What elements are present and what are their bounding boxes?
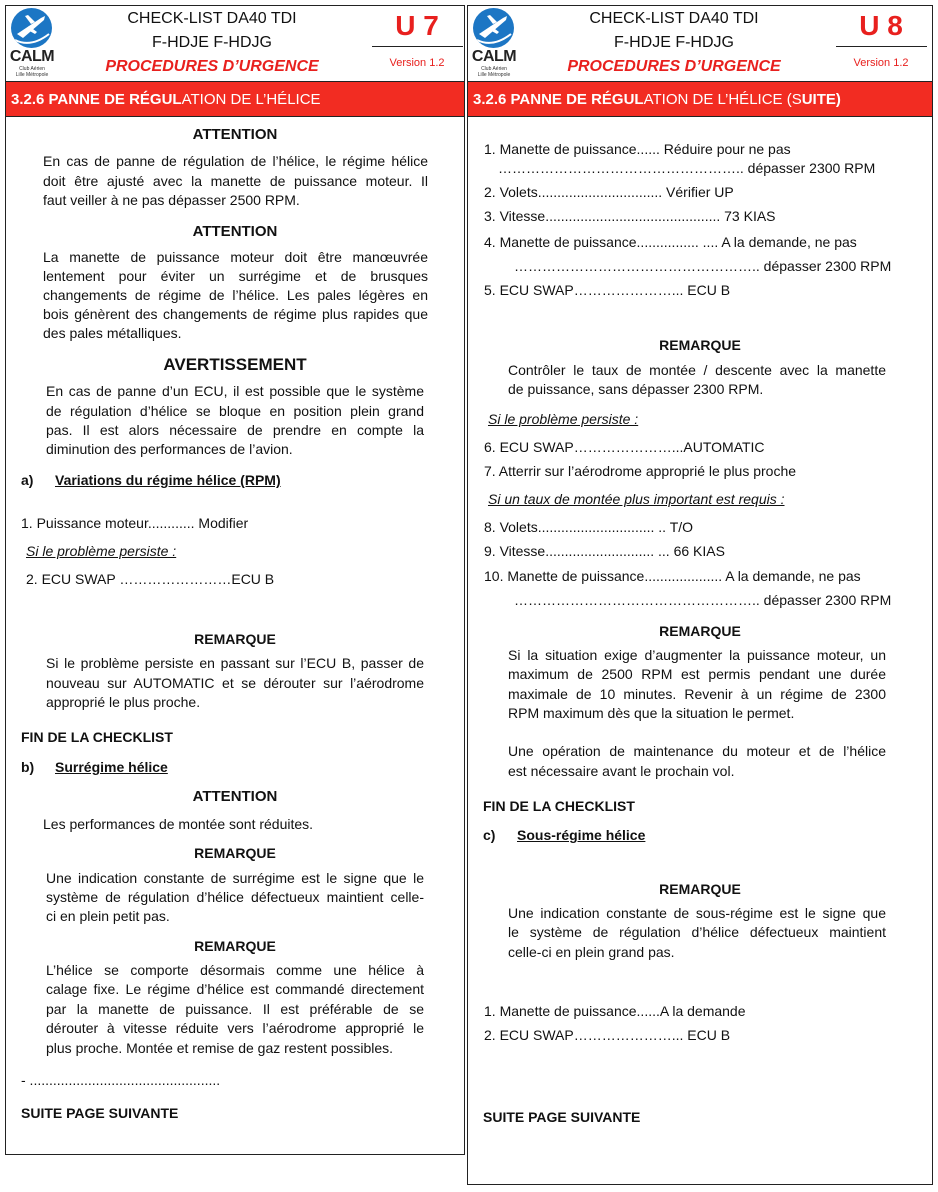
text-line: maximum de 2500 RPM est permis pendant une durée — [508, 666, 886, 682]
text-line: Si le problème persiste en passant sur l’ECU B, passer de — [46, 655, 424, 671]
checklist-item: 3. Vitesse............................................. 73 KIAS — [484, 208, 776, 224]
warning-heading: AVERTISSEMENT — [163, 355, 307, 374]
text-line: nouveau sur AUTOMATIC et se dérouter sur l’aérodrome — [46, 675, 424, 691]
section-heading-band: 3.2.6 PANNE DE RÉGULATION DE L’HÉLICE (SUITE) — [468, 81, 932, 117]
logo-subtitle: Club Aérien Lille Métropole — [477, 66, 511, 78]
subsection-letter: b) — [21, 759, 35, 775]
text-line: Contrôler le taux de montée / descente avec la manette — [508, 362, 886, 378]
text-line: de puissance, sans dépasser 2300 RPM. — [508, 381, 764, 397]
remark-heading: REMARQUE — [659, 623, 741, 639]
checklist-item: 5. ECU SWAP…………………... ECU B — [484, 282, 731, 298]
text-line: bois génèrent des changements de régime plus rapides que — [43, 306, 428, 322]
checklist-item: 7. Atterrir sur l’aérodrome approprié le plus proche — [484, 463, 797, 479]
checklist-item-continued: …………………………………………….. dépasser 2300 RPM — [498, 160, 876, 176]
text-line: dérouter à vitesse réduite vers l’aérodrome approprié le — [46, 1020, 424, 1036]
text-line: Une opération de maintenance du moteur et de l’hélice — [508, 743, 886, 759]
checklist-page-u7 — [5, 5, 465, 1155]
text-line: est nécessaire avant le prochain vol. — [508, 763, 735, 779]
text-line: ci en plein petit pas. — [46, 908, 170, 924]
text-line: le système de régulation d’hélice défectueux maintient — [508, 924, 886, 940]
condition-line: Si le problème persiste : — [26, 543, 177, 559]
subsection-title: Variations du régime hélice (RPM) — [55, 472, 281, 488]
text-line: pas. Il est alors nécessaire de prendre en compte la — [46, 422, 424, 438]
checklist-title: CHECK-LIST DA40 TDI — [127, 10, 297, 27]
aircraft-registration: F-HDJE F-HDJG — [614, 34, 734, 51]
remark-heading: REMARQUE — [194, 845, 276, 861]
text-line: RPM maximum dès que la situation le permet. — [508, 705, 795, 721]
subsection-letter: a) — [21, 472, 34, 488]
text-line: par la manette de puissance. Il est préférable de se — [46, 1001, 424, 1017]
end-of-checklist: FIN DE LA CHECKLIST — [21, 729, 173, 745]
checklist-item: 2. Volets................................ Vérifier UP — [484, 184, 734, 200]
checklist-item: 1. Manette de puissance......A la demande — [484, 1003, 746, 1019]
text-line: L’hélice se comporte désormais comme une hélice à — [46, 962, 424, 978]
subsection-title: Sous-régime hélice — [517, 827, 646, 843]
attention-heading: ATTENTION — [192, 126, 278, 143]
logo-name: CALM — [471, 48, 517, 65]
subsection-letter: c) — [483, 827, 496, 843]
text-line: lentement pour éviter un surrégime et de brusques — [43, 268, 428, 284]
end-of-checklist: FIN DE LA CHECKLIST — [483, 798, 635, 814]
checklist-item-continued: …………………………………………….. dépasser 2300 RPM — [514, 258, 892, 274]
section-heading-band: 3.2.6 PANNE DE RÉGULATION DE L’HÉLICE — [6, 81, 464, 117]
text-line: des pales métalliques. — [43, 325, 182, 341]
page-code: U 7 — [395, 10, 439, 41]
dotted-line: - ................................................. — [21, 1072, 221, 1088]
checklist-item: 4. Manette de puissance................ .... A la demande, ne pas — [484, 234, 857, 250]
code-divider — [836, 46, 927, 47]
version-label: Version 1.2 — [389, 57, 445, 69]
text-line: diminution des performances de l’avion. — [46, 441, 293, 457]
checklist-item: 1. Manette de puissance...... Réduire pour ne pas — [484, 141, 791, 157]
checklist-item: 1. Puissance moteur............ Modifier — [21, 515, 249, 531]
airplane-icon — [473, 8, 514, 48]
text-line: En cas de panne de régulation de l’hélice, le régime hélice — [43, 153, 428, 169]
text-line: Une indication constante de sous-régime est le signe que — [508, 905, 886, 921]
text-line: Les performances de montée sont réduites. — [43, 816, 314, 832]
version-label: Version 1.2 — [853, 57, 909, 69]
checklist-item: 8. Volets.............................. .. T/O — [484, 519, 694, 535]
text-line: système de régulation d’hélice défectueux maintient celle- — [46, 889, 424, 905]
section-title: PROCEDURES D’URGENCE — [567, 58, 781, 75]
text-line: En cas de panne d’un ECU, il est possible que le système — [46, 383, 424, 399]
section-title: PROCEDURES D’URGENCE — [105, 58, 319, 75]
checklist-title: CHECK-LIST DA40 TDI — [589, 10, 759, 27]
logo-name: CALM — [9, 48, 55, 65]
aircraft-registration: F-HDJE F-HDJG — [152, 34, 272, 51]
condition-line: Si le problème persiste : — [488, 411, 639, 427]
text-line: doit être ajusté avec la manette de puissance moteur. Il — [43, 173, 428, 189]
remark-heading: REMARQUE — [659, 881, 741, 897]
subsection-title: Surrégime hélice — [55, 759, 168, 775]
text-line: de régulation d’hélice se bloque en position plein grand — [46, 403, 424, 419]
condition-line: Si un taux de montée plus important est requis : — [488, 491, 785, 507]
text-line: approprié le plus proche. — [46, 694, 201, 710]
remark-heading: REMARQUE — [194, 631, 276, 647]
text-line: Une indication constante de surrégime est le signe que le — [46, 870, 424, 886]
calm-logo — [6, 6, 60, 80]
calm-logo — [468, 6, 522, 80]
attention-heading: ATTENTION — [192, 223, 278, 240]
checklist-item: 6. ECU SWAP…………………...AUTOMATIC — [484, 439, 765, 455]
checklist-item-continued: …………………………………………….. dépasser 2300 RPM — [514, 592, 892, 608]
checklist-page-u8 — [467, 5, 933, 1185]
text-line: calage fixe. Le régime d’hélice est commandé directement — [46, 981, 424, 997]
continue-next-page: SUITE PAGE SUIVANTE — [483, 1109, 641, 1125]
text-line: maximale de 10 minutes. Revenir à un régime de 2300 — [508, 686, 886, 702]
checklist-item: 2. ECU SWAP ……………………ECU B — [26, 571, 275, 587]
attention-heading: ATTENTION — [192, 788, 278, 805]
continue-next-page: SUITE PAGE SUIVANTE — [21, 1105, 179, 1121]
remark-heading: REMARQUE — [659, 337, 741, 353]
page-code: U 8 — [859, 10, 903, 41]
checklist-item: 2. ECU SWAP…………………... ECU B — [484, 1027, 731, 1043]
code-divider — [372, 46, 463, 47]
logo-subtitle: Club Aérien Lille Métropole — [15, 66, 49, 78]
checklist-item: 9. Vitesse............................ ... 66 KIAS — [484, 543, 725, 559]
text-line: celle-ci en plein grand pas. — [508, 944, 675, 960]
checklist-item: 10. Manette de puissance.................... A la demande, ne pas — [484, 568, 861, 584]
text-line: faut veiller à ne pas dépasser 2500 RPM. — [43, 192, 300, 208]
text-line: changements de régime de l’hélice. Les pales légères en — [43, 287, 428, 303]
airplane-icon — [11, 8, 52, 48]
text-line: Si la situation exige d’augmenter la puissance moteur, un — [508, 647, 886, 663]
remark-heading: REMARQUE — [194, 938, 276, 954]
text-line: La manette de puissance moteur doit être manœuvrée — [43, 249, 428, 265]
text-line: plus proche. Montée et remise de gaz restent possibles. — [46, 1040, 394, 1056]
